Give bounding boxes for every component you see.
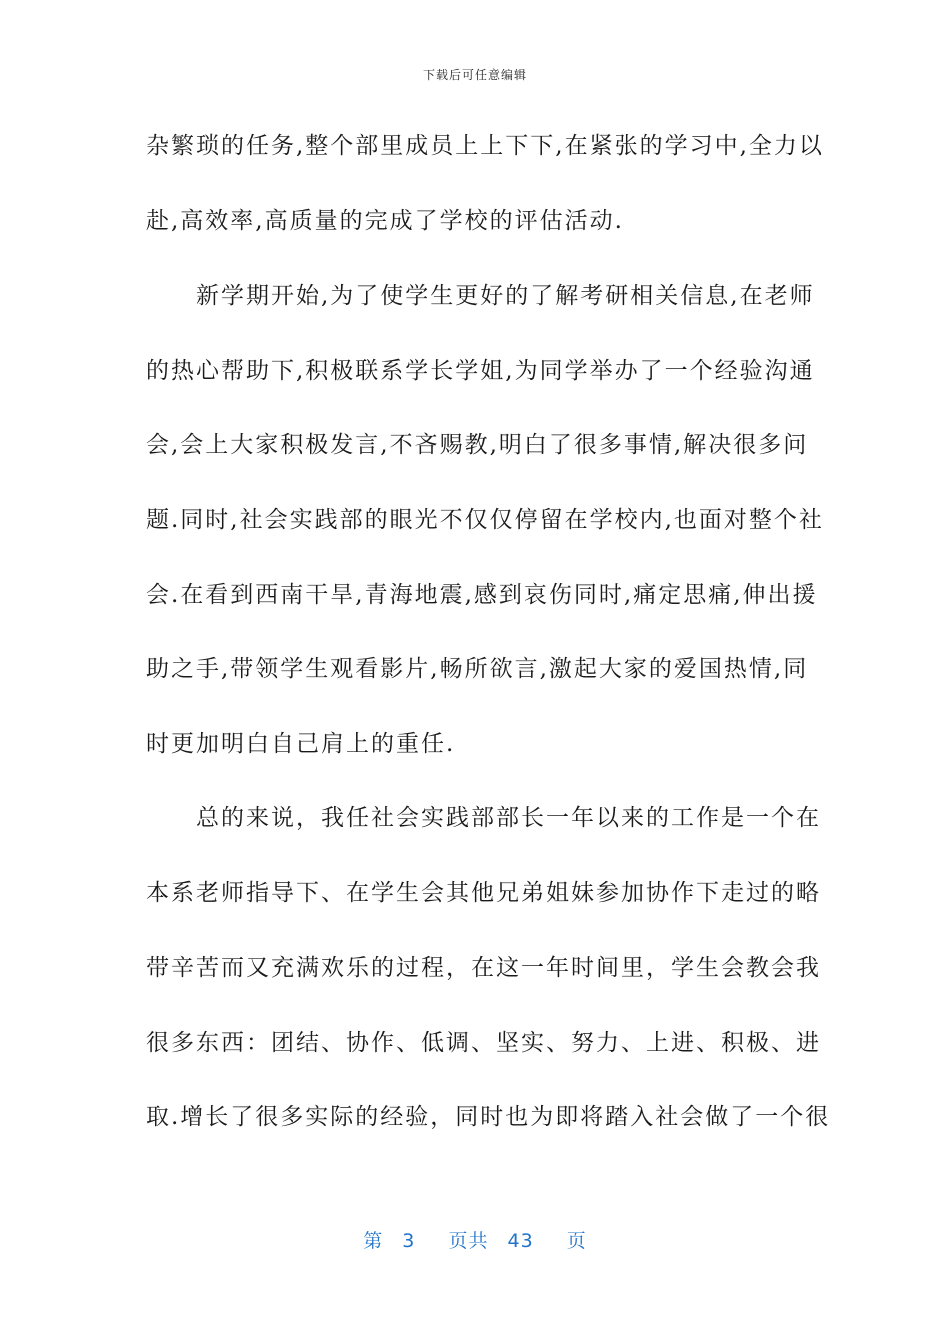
page-number: 3 [402, 1230, 416, 1252]
text-line: 总的来说，我任社会实践部部长一年以来的工作是一个在 [146, 805, 821, 831]
text-line: 的热心帮助下,积极联系学长学姐,为同学举办了一个经验沟通 [146, 358, 815, 384]
page-suffix: 页 [566, 1230, 587, 1252]
text-line: 会.在看到西南干旱,青海地震,感到哀伤同时,痛定思痛,伸出援 [146, 582, 818, 608]
text-line: 取.增长了很多实际的经验，同时也为即将踏入社会做了一个很 [146, 1104, 831, 1130]
header-note: 下载后可任意编辑 [422, 68, 527, 82]
text-line: 杂繁琐的任务,整个部里成员上上下下,在紧张的学习中,全力以 [146, 133, 824, 159]
total-pages: 43 [507, 1230, 534, 1252]
text-line: 很多东西：团结、协作、低调、坚实、努力、上进、积极、进 [146, 1030, 821, 1056]
page-mid: 页共 [448, 1230, 489, 1252]
text-line: 题.同时,社会实践部的眼光不仅仅停留在学校内,也面对整个社 [146, 507, 824, 533]
text-line: 新学期开始,为了使学生更好的了解考研相关信息,在老师 [146, 283, 815, 309]
text-line: 带辛苦而又充满欢乐的过程，在这一年时间里，学生会教会我 [146, 955, 821, 981]
text-line: 会,会上大家积极发言,不吝赐教,明白了很多事情,解决很多问 [146, 432, 809, 458]
text-line: 时更加明白自己肩上的重任. [146, 731, 456, 757]
page-footer [0, 1226, 950, 1253]
text-line: 助之手,带领学生观看影片,畅所欲言,激起大家的爱国热情,同 [146, 656, 809, 682]
text-line: 赴,高效率,高质量的完成了学校的评估活动. [146, 208, 624, 234]
text-line: 本系老师指导下、在学生会其他兄弟姐妹参加协作下走过的略 [146, 880, 821, 906]
page-prefix: 第 [363, 1230, 384, 1252]
